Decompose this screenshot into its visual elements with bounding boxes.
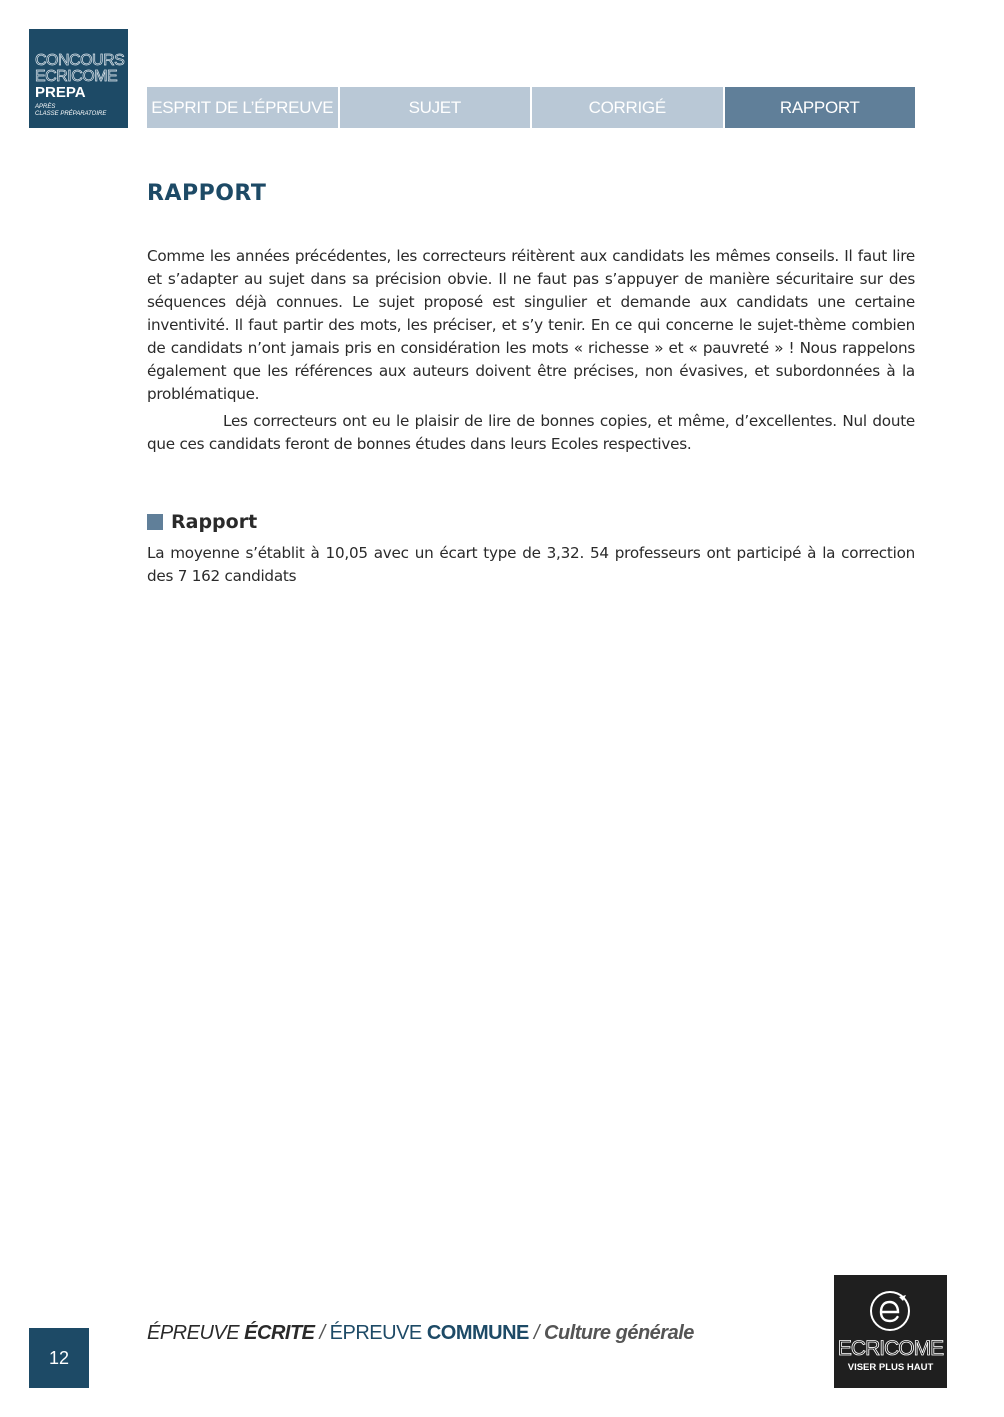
brand-name: ECRICOME <box>837 1337 944 1360</box>
footer-breadcrumb <box>147 1322 694 1345</box>
section-tabs <box>147 87 915 128</box>
footer-subject: Culture générale <box>544 1322 694 1344</box>
paragraph-statistiques: La moyenne s’établit à 10,05 avec un écart type de 3,32. 54 professeurs ont participé à la correction des 7 162 candidats <box>147 544 915 585</box>
page-title: RAPPORT <box>147 181 267 206</box>
footer-ecrite: ÉCRITE <box>244 1322 315 1344</box>
logo-sub-apres: APRÈS <box>35 104 56 110</box>
ecricome-e-icon <box>868 1289 912 1333</box>
footer-separator-1: / <box>314 1322 330 1344</box>
logo-text-concours: CONCOURS <box>35 52 125 69</box>
square-bullet-icon <box>147 514 163 530</box>
concours-logo <box>29 29 128 128</box>
logo-subtitle <box>35 104 124 118</box>
section-heading-text: Rapport <box>171 511 258 533</box>
logo-text-ecricome: ECRICOME <box>35 68 118 85</box>
footer-commune: COMMUNE <box>426 1322 529 1344</box>
logo-sub-classe: CLASSE PRÉPARATOIRE <box>35 110 107 117</box>
tab-sujet[interactable]: SUJET <box>340 87 531 128</box>
tab-rapport[interactable]: RAPPORT <box>725 87 916 128</box>
footer-epreuve-1: ÉPREUVE <box>147 1322 245 1344</box>
logo-text-prepa: PREPA <box>35 84 86 101</box>
tab-esprit-epreuve[interactable]: ESPRIT DE L’ÉPREUVE <box>147 87 338 128</box>
page-number: 12 <box>29 1328 89 1388</box>
paragraph-conseils: Comme les années précédentes, les correcteurs réitèrent aux candidats les mêmes conseils. Il faut lire et s’adapter au sujet dans sa précision obvie. Il ne faut pas s’appuyer de manière sécuritaire sur des séquences déjà connues. Le sujet proposé est singulier et demande aux candidats une certaine inventivité. Il faut partir des mots, les préciser, et s’y tenir. En ce qui concerne le sujet-thème combien de candidats n’ont jamais pris en considération les mots « richesse » et « pauvreté » ! Nous rappelons également que les références aux auteurs doivent être précises, non évasives, et subordonnées à la problématique. <box>147 247 915 403</box>
brand-tagline: VISER PLUS HAUT <box>847 1362 934 1373</box>
paragraph-bonnes-copies: Les correcteurs ont eu le plaisir de lire de bonnes copies, et même, d’excellentes. Nul doute que ces candidats feront de bonnes études dans leurs Ecoles respectives. <box>147 412 915 453</box>
footer-epreuve-2: ÉPREUVE <box>329 1322 427 1344</box>
ecricome-brand-logo <box>834 1275 947 1388</box>
tab-corrige[interactable]: CORRIGÉ <box>532 87 723 128</box>
footer-separator-2: / <box>528 1322 545 1344</box>
section-heading-rapport <box>147 511 257 533</box>
